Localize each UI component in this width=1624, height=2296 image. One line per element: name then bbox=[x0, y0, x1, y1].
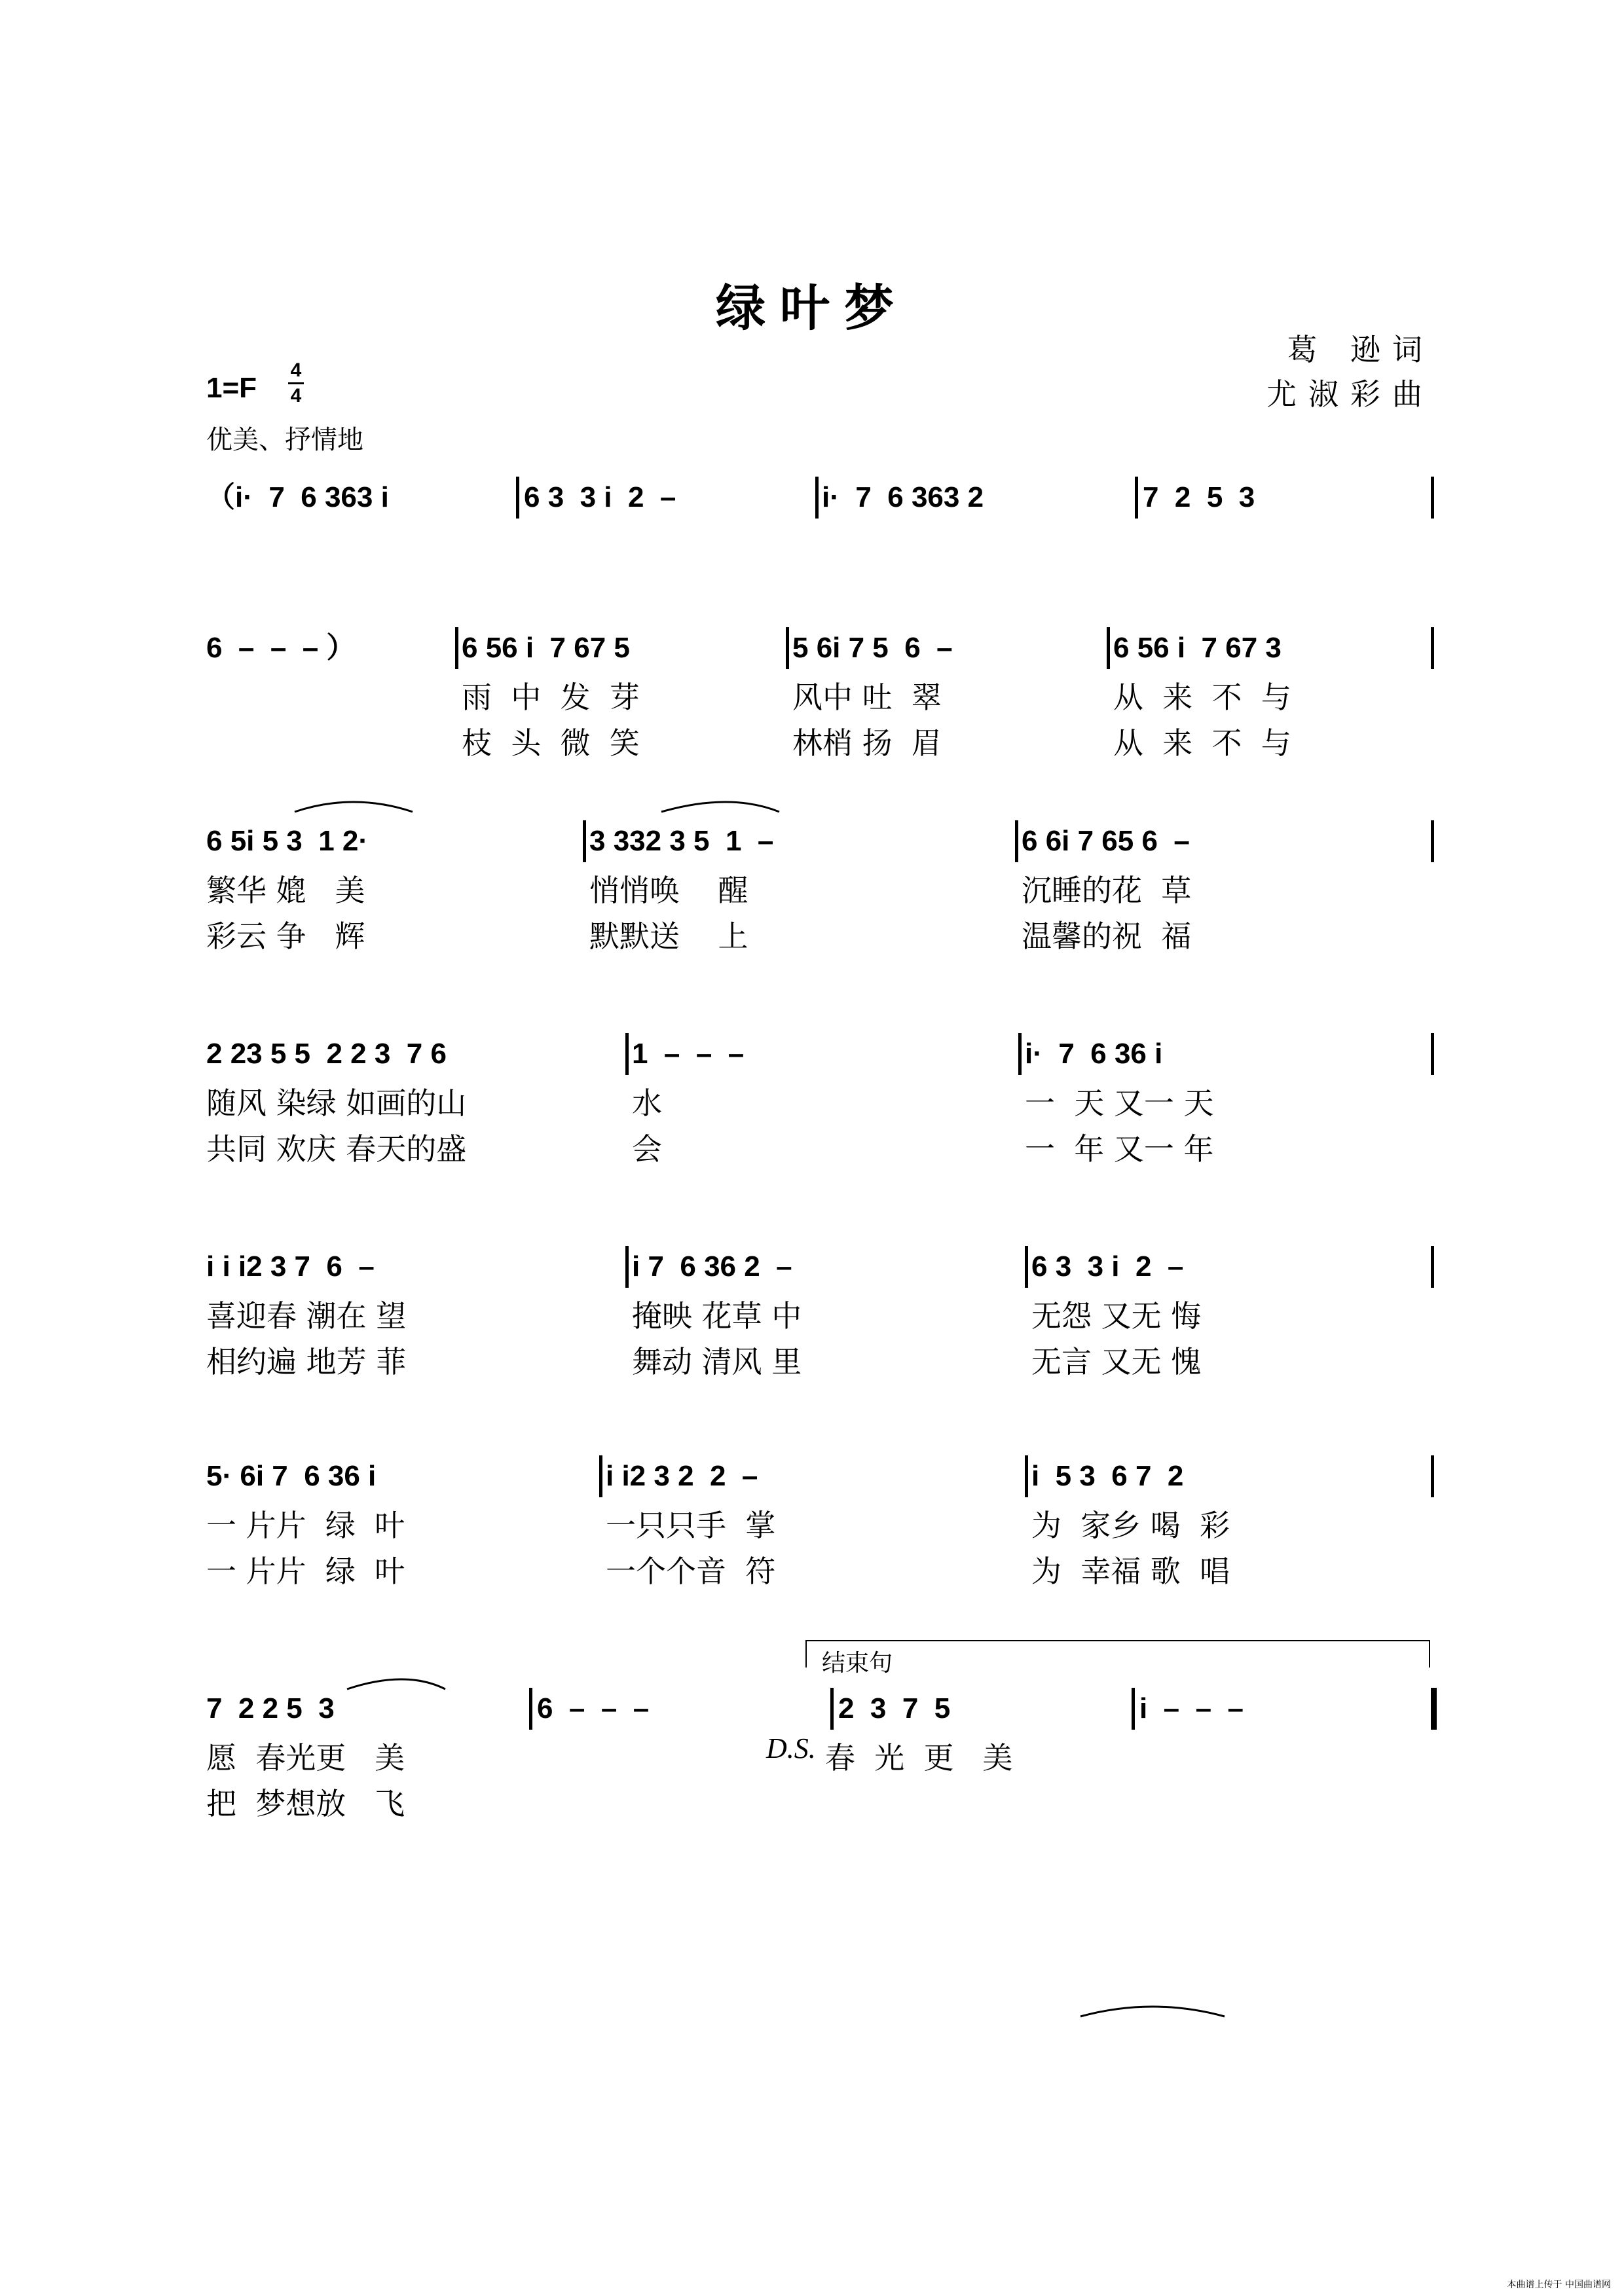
measure-notes: 5 6i 7 5 6 – bbox=[792, 632, 961, 664]
measure-notes: 6 5i 5 3 1 2· bbox=[206, 825, 377, 857]
measure-notes: 7 2 2 5 3 bbox=[206, 1692, 342, 1724]
measure-notes: i i2 3 2 2 – bbox=[606, 1460, 766, 1492]
barline bbox=[599, 1455, 602, 1497]
measure-notes: 6 3 3 i 2 – bbox=[524, 481, 684, 513]
tempo-marking: 优美、抒情地 bbox=[206, 425, 363, 455]
barline bbox=[1431, 477, 1434, 519]
measure-notes: 1 – – – bbox=[632, 1038, 752, 1070]
barline bbox=[1431, 1033, 1434, 1075]
measure-notes: 6 56 i 7 67 5 bbox=[462, 632, 638, 664]
lyric-line: 春 光 更 美 bbox=[825, 1740, 1013, 1776]
barline bbox=[1025, 1455, 1028, 1497]
barline bbox=[1107, 627, 1110, 669]
barline bbox=[1431, 1688, 1437, 1730]
barline bbox=[529, 1688, 532, 1730]
lyric-line: 一 片片 绿 叶 bbox=[206, 1554, 405, 1589]
lyric-line: 枝 头 微 笑 bbox=[462, 725, 640, 761]
ending-bracket bbox=[805, 1640, 1430, 1667]
measure-notes: 6 – – – ） bbox=[206, 632, 356, 664]
barline bbox=[1431, 627, 1434, 669]
barline bbox=[1132, 1688, 1135, 1730]
slur bbox=[295, 802, 413, 812]
barline bbox=[1431, 1455, 1434, 1497]
lyric-line: 舞动 清风 里 bbox=[632, 1344, 802, 1379]
barline bbox=[1431, 820, 1434, 862]
song-title: 绿叶梦 bbox=[716, 279, 908, 337]
lyric-line: 林梢 扬 眉 bbox=[792, 725, 942, 761]
measure-notes: 7 2 5 3 bbox=[1143, 481, 1263, 513]
measure-notes: 3 332 3 5 1 – bbox=[589, 825, 782, 857]
lyric-line: 一个个音 符 bbox=[606, 1554, 776, 1589]
measure-notes: 2 23 5 5 2 2 3 7 6 bbox=[206, 1038, 455, 1070]
barline bbox=[516, 477, 519, 519]
lyric-line: 风中 吐 翠 bbox=[792, 680, 942, 715]
measure-notes: （i· 7 6 363 i bbox=[206, 481, 397, 513]
barline bbox=[1135, 477, 1138, 519]
measure-notes: 6 56 i 7 67 3 bbox=[1113, 632, 1290, 664]
lyric-line: 繁华 媲 美 bbox=[206, 873, 365, 908]
lyric-line: 喜迎春 潮在 望 bbox=[206, 1298, 407, 1334]
measure-notes: i i i2 3 7 6 – bbox=[206, 1250, 383, 1283]
measure-notes: i· 7 6 36 i bbox=[1025, 1038, 1171, 1070]
lyricist-credit: 葛 逊词 bbox=[1287, 332, 1434, 367]
lyric-line: 掩映 花草 中 bbox=[632, 1298, 802, 1334]
barline bbox=[455, 627, 458, 669]
measure-notes: 6 6i 7 65 6 – bbox=[1022, 825, 1198, 857]
lyric-line: 一 片片 绿 叶 bbox=[206, 1508, 405, 1543]
lyric-line: 沉睡的花 草 bbox=[1022, 873, 1192, 908]
lyric-line: 彩云 争 辉 bbox=[206, 919, 365, 954]
barline bbox=[1015, 820, 1018, 862]
lyric-line: 雨 中 发 芽 bbox=[462, 680, 640, 715]
barline bbox=[1025, 1246, 1028, 1288]
slur bbox=[347, 1679, 445, 1689]
lyric-line: 从 来 不 与 bbox=[1113, 680, 1291, 715]
measure-notes: i 5 3 6 7 2 bbox=[1031, 1460, 1192, 1492]
lyric-line: 相约遍 地芳 菲 bbox=[206, 1344, 407, 1379]
barline bbox=[830, 1688, 834, 1730]
lyric-line: 无怨 又无 悔 bbox=[1031, 1298, 1202, 1334]
lyric-line: 会 bbox=[632, 1131, 662, 1167]
footer-note: 本曲谱上传于 中国曲谱网 bbox=[1507, 2280, 1611, 2290]
lyric-line: 无言 又无 愧 bbox=[1031, 1344, 1202, 1379]
lyric-line: 把 梦想放 飞 bbox=[206, 1786, 405, 1821]
lyric-line: 为 幸福 歌 唱 bbox=[1031, 1554, 1230, 1589]
measure-notes: 5· 6i 7 6 36 i bbox=[206, 1460, 384, 1492]
lyric-line: 共同 欢庆 春天的盛 bbox=[206, 1131, 467, 1167]
slur bbox=[661, 802, 779, 812]
barline bbox=[625, 1246, 629, 1288]
composer-credit: 尤淑彩曲 bbox=[1266, 376, 1434, 412]
barline bbox=[1018, 1033, 1022, 1075]
ending-label: 结束句 bbox=[822, 1650, 893, 1677]
lyric-line: 一只只手 掌 bbox=[606, 1508, 776, 1543]
lyric-line: 水 bbox=[632, 1085, 662, 1121]
measure-notes: i – – – bbox=[1139, 1692, 1252, 1724]
slur bbox=[1080, 2007, 1225, 2016]
measure-notes: 2 3 7 5 bbox=[838, 1692, 959, 1724]
lyric-line: 愿 春光更 美 bbox=[206, 1740, 405, 1776]
lyric-line: 一 年 又一 年 bbox=[1025, 1131, 1214, 1167]
measure-notes: i 7 6 36 2 – bbox=[632, 1250, 800, 1283]
lyric-line: 默默送 上 bbox=[589, 919, 748, 954]
barline bbox=[583, 820, 586, 862]
lyric-line: 一 天 又一 天 bbox=[1025, 1085, 1214, 1121]
lyric-line: 悄悄唤 醒 bbox=[589, 873, 748, 908]
barline bbox=[815, 477, 819, 519]
ds-marking: D.S. bbox=[766, 1732, 816, 1764]
measure-notes: 6 – – – bbox=[537, 1692, 657, 1724]
lyric-line: 从 来 不 与 bbox=[1113, 725, 1291, 761]
lyric-line: 为 家乡 喝 彩 bbox=[1031, 1508, 1230, 1543]
measure-notes: 6 3 3 i 2 – bbox=[1031, 1250, 1192, 1283]
lyric-line: 随风 染绿 如画的山 bbox=[206, 1085, 467, 1121]
barline bbox=[625, 1033, 629, 1075]
time-signature-top: 4 bbox=[290, 359, 302, 381]
time-signature bbox=[287, 359, 305, 408]
barline bbox=[786, 627, 789, 669]
measure-notes: i· 7 6 363 2 bbox=[822, 481, 992, 513]
barline bbox=[1431, 1246, 1434, 1288]
key-signature: 1=F bbox=[206, 372, 257, 404]
lyric-line: 温馨的祝 福 bbox=[1022, 919, 1192, 954]
time-signature-bottom: 4 bbox=[290, 385, 302, 407]
